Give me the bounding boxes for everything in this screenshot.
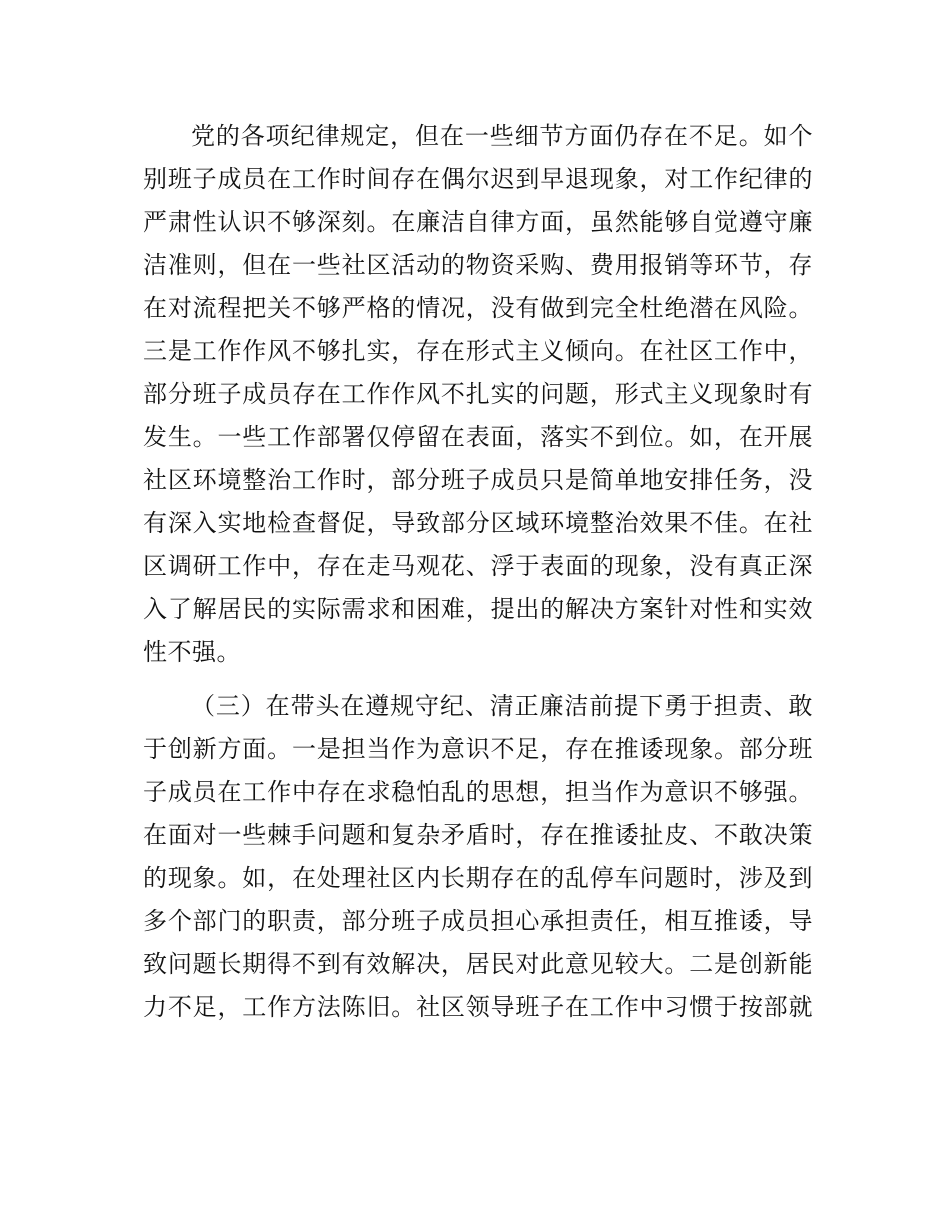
text-line: 洁准则，但在一些社区活动的物资采购、费用报销等环节，存 — [143, 251, 813, 279]
text-line: 致问题长期得不到有效解决，居民对此意见较大。二是创新能 — [143, 950, 813, 978]
text-line: 在面对一些棘手问题和复杂矛盾时，存在推诿扯皮、不敢决策 — [143, 821, 813, 849]
text-line: 严肃性认识不够深刻。在廉洁自律方面，虽然能够自觉遵守廉 — [143, 208, 813, 236]
text-line: 性不强。 — [143, 638, 241, 666]
text-line: 党的各项纪律规定，但在一些细节方面仍存在不足。如个 — [191, 122, 813, 150]
text-line: 发生。一些工作部署仅停留在表面，落实不到位。如，在开展 — [143, 423, 813, 451]
text-line: 在对流程把关不够严格的情况，没有做到完全杜绝潜在风险。 — [143, 294, 813, 322]
text-line: 区调研工作中，存在走马观花、浮于表面的现象，没有真正深 — [143, 552, 813, 580]
text-line: 力不足，工作方法陈旧。社区领导班子在工作中习惯于按部就 — [143, 993, 813, 1021]
text-line: 别班子成员在工作时间存在偶尔迟到早退现象，对工作纪律的 — [143, 165, 813, 193]
text-line: 部分班子成员存在工作作风不扎实的问题，形式主义现象时有 — [143, 380, 813, 408]
text-line: 的现象。如，在处理社区内长期存在的乱停车问题时，涉及到 — [143, 864, 813, 892]
text-line: 有深入实地检查督促，导致部分区域环境整治效果不佳。在社 — [143, 509, 813, 537]
text-line: 多个部门的职责，部分班子成员担心承担责任，相互推诿，导 — [143, 907, 813, 935]
text-line: 于创新方面。一是担当作为意识不足，存在推诿现象。部分班 — [143, 735, 813, 763]
section-heading-line: （三）在带头在遵规守纪、清正廉洁前提下勇于担责、敢 — [191, 692, 813, 720]
text-line: 社区环境整治工作时，部分班子成员只是简单地安排任务，没 — [143, 466, 813, 494]
paragraph-discipline-and-style — [143, 115, 813, 674]
text-line: 入了解居民的实际需求和困难，提出的解决方案针对性和实效 — [143, 595, 813, 623]
paragraph-section-three — [143, 685, 813, 1029]
text-line: 三是工作作风不够扎实，存在形式主义倾向。在社区工作中， — [143, 337, 813, 365]
text-line: 子成员在工作中存在求稳怕乱的思想，担当作为意识不够强。 — [143, 778, 813, 806]
